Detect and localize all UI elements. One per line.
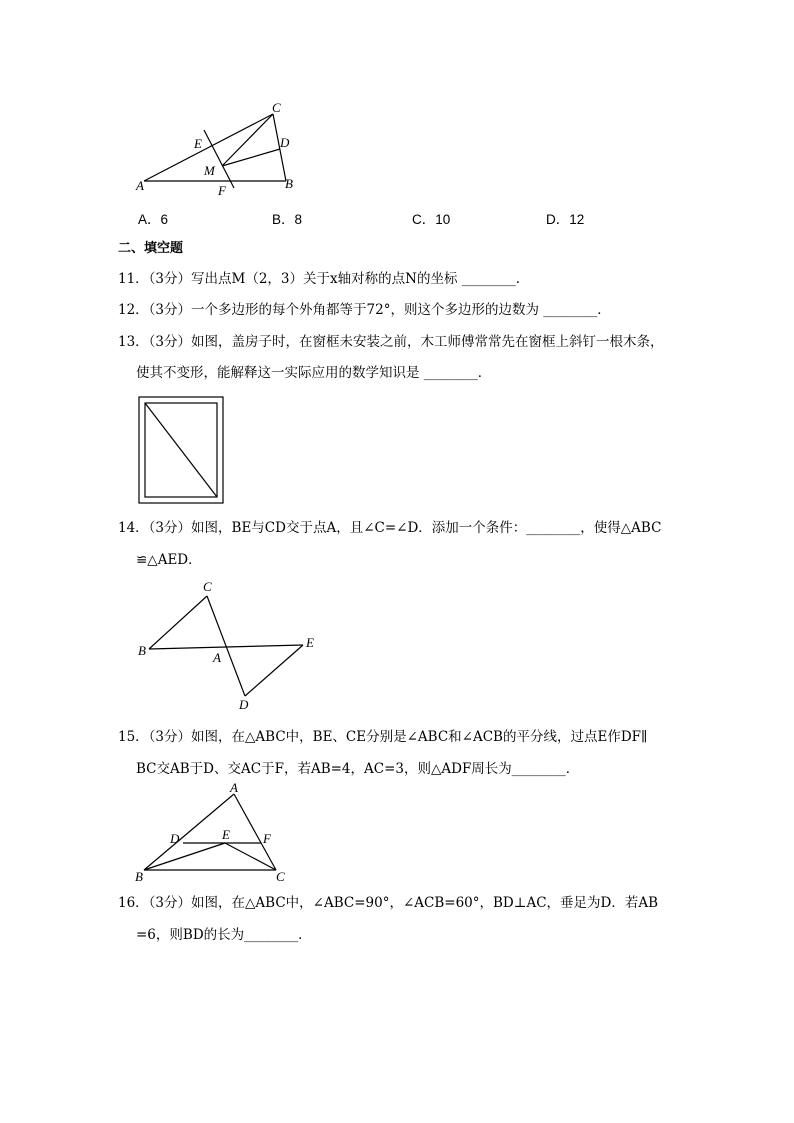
segment-bc — [149, 596, 207, 649]
label-m: M — [204, 163, 215, 178]
question-13-line2: 使其不变形，能解释这一实际应用的数学知识是 ________． — [136, 365, 492, 381]
label-c: C — [203, 579, 212, 594]
question-14-line1: 14．（3分）如图，BE与CD交于点A，且∠C=∠D．添加一个条件：________，使得△ABC — [118, 520, 662, 536]
label-e: E — [222, 827, 230, 842]
question-12: 12．（3分）一个多边形的每个外角都等于72°，则这个多边形的边数为 ________． — [118, 302, 611, 318]
segment-cd — [207, 596, 245, 696]
question-15-line1: 15．（3分）如图，在△ABC中，BE、CE分别是∠ABC和∠ACB的平分线，过点E作DF∥ — [118, 729, 648, 745]
question-13-line1: 13．（3分）如图，盖房子时，在窗框未安装之前，木工师傅常常先在窗框上斜钉一根木条， — [118, 334, 664, 350]
question-11: 11．（3分）写出点M（2，3）关于x轴对称的点N的坐标 ________． — [118, 271, 530, 287]
question-14-line2: ≌△AED． — [136, 552, 202, 568]
figure-q14 — [135, 575, 325, 715]
option-a: A．6 — [138, 212, 169, 227]
label-b: B — [138, 643, 146, 658]
diagonal-brace — [145, 403, 217, 497]
question-16-line2: =6，则BD的长为________． — [136, 927, 312, 943]
label-a: A — [136, 178, 144, 193]
label-d: D — [280, 135, 290, 150]
figure-q10 — [130, 100, 310, 200]
option-c: C．10 — [412, 212, 451, 227]
label-a: A — [213, 650, 221, 665]
label-d: D — [170, 831, 180, 846]
option-b: B．8 — [272, 212, 303, 227]
figure-q15 — [132, 780, 302, 890]
label-c: C — [276, 869, 285, 884]
section-title: 二、填空题 — [118, 241, 184, 256]
segment-be — [144, 843, 225, 870]
label-b: B — [285, 176, 293, 191]
label-b: B — [135, 869, 143, 884]
segment-ed — [245, 645, 303, 696]
figure-q13-window-frame — [138, 396, 224, 504]
label-a: A — [230, 780, 238, 795]
question-16-line1: 16．（3分）如图，在△ABC中，∠ABC=90°，∠ACB=60°，BD⊥AC，垂足为D．若AB — [118, 895, 659, 911]
question-15-line2: BC交AB于D、交AC于F，若AB=4，AC=3，则△ADF周长为________． — [136, 761, 580, 777]
segment-ab — [144, 794, 234, 870]
option-d: D．12 — [546, 212, 585, 227]
label-e: E — [306, 635, 314, 650]
label-f: F — [218, 183, 226, 198]
label-e: E — [194, 136, 202, 151]
label-d: D — [239, 697, 249, 712]
label-f: F — [263, 831, 271, 846]
label-c: C — [272, 100, 281, 115]
